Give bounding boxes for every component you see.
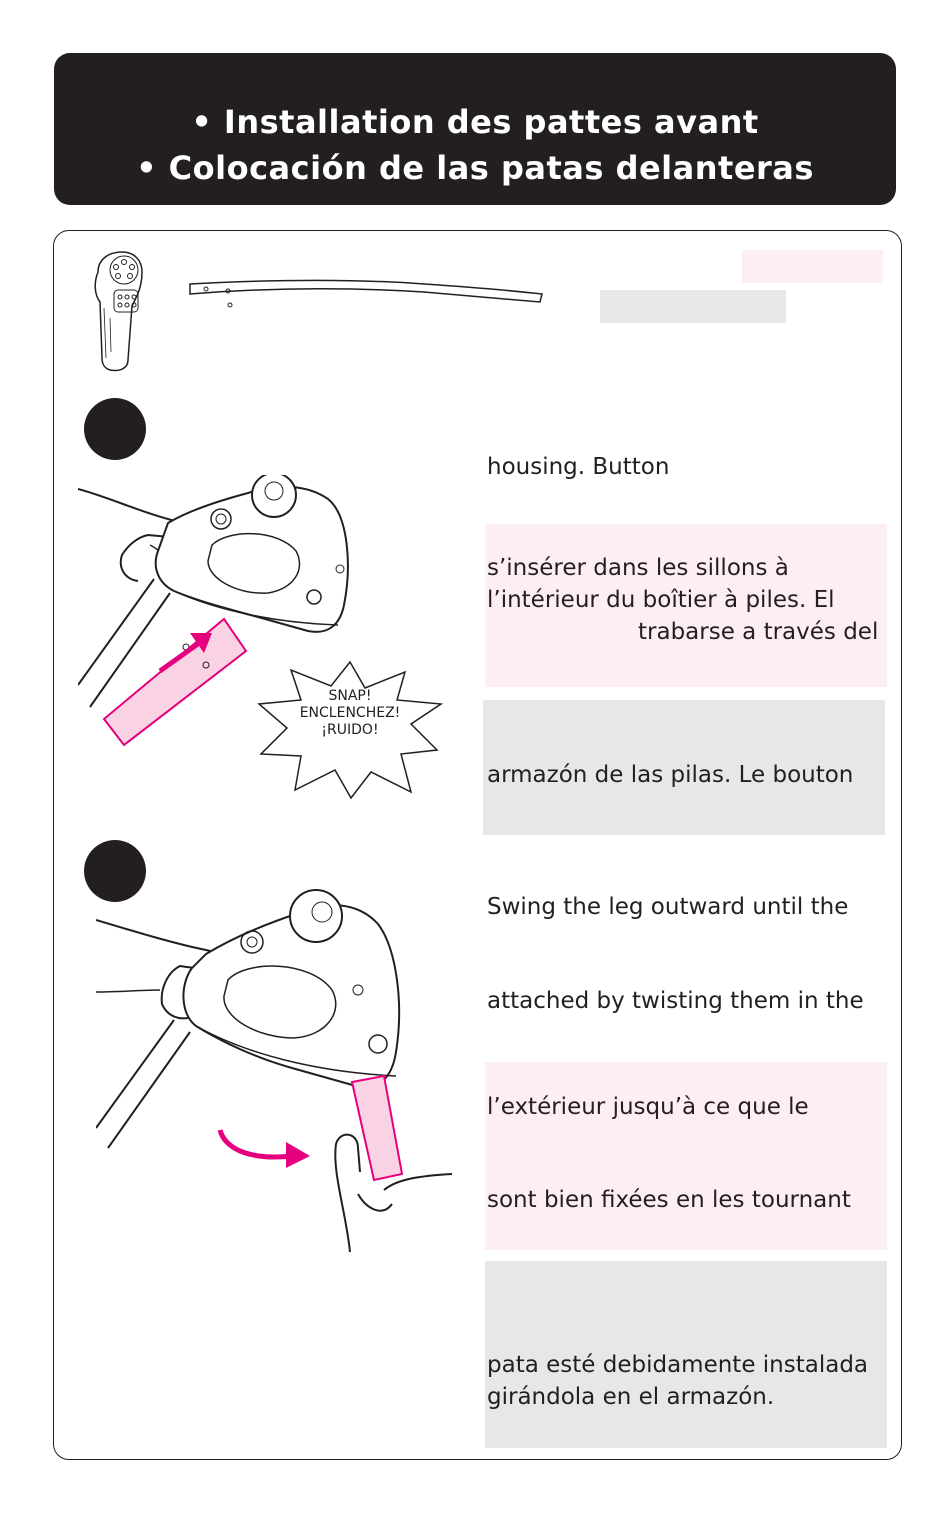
step-1-french-line-3: trabarse a través del — [638, 619, 879, 645]
step-1-french-line-2: l’intérieur du boîtier à piles. El — [487, 587, 835, 613]
step-2-illustration — [96, 872, 466, 1257]
title-french: • Installation des pattes avant — [191, 103, 759, 141]
step-2-french-line-2: sont bien fixées en les tournant — [487, 1187, 851, 1213]
header-banner — [54, 53, 896, 205]
front-leg-tube-icon — [184, 274, 548, 314]
parts-label-pink — [742, 250, 883, 283]
step-2-english-line-2: attached by twisting them in the — [487, 988, 864, 1014]
step-2-english-line-1: Swing the leg outward until the — [487, 894, 849, 920]
battery-housing-icon — [84, 248, 144, 376]
step-1-circle — [84, 398, 146, 460]
step-1-english-text: housing. Button — [487, 454, 670, 480]
step-1-french-line-1: s’insérer dans les sillons à — [487, 555, 789, 581]
burst-line-3: ¡RUIDO! — [321, 722, 379, 738]
step-2-spanish-line-1: pata esté debidamente instalada — [487, 1352, 869, 1378]
burst-line-1: SNAP! — [328, 688, 372, 704]
step-2-french-panel — [485, 1062, 887, 1250]
parts-label-gray — [600, 290, 786, 323]
step-2-spanish-line-2: girándola en el armazón. — [487, 1384, 775, 1410]
step-1-spanish-text: armazón de las pilas. Le bouton — [487, 762, 854, 788]
title-spanish: • Colocación de las patas delanteras — [136, 149, 814, 187]
step-2-french-line-1: l’extérieur jusqu’à ce que le — [487, 1094, 809, 1120]
snap-burst-label — [270, 688, 430, 739]
burst-line-2: ENCLENCHEZ! — [299, 705, 401, 721]
